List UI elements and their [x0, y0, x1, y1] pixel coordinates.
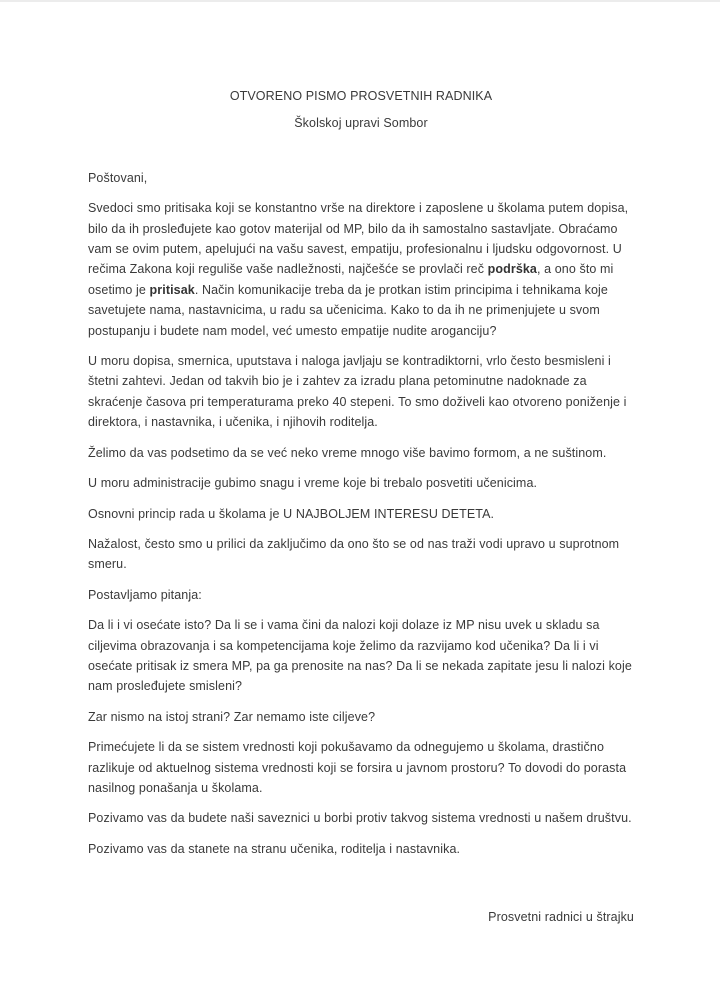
letter-paragraph: Nažalost, često smo u prilici da zaključimo da ono što se od nas traži vodi upravo u suprotnom smeru.: [88, 536, 620, 572]
letter-paragraph: Primećujete li da se sistem vrednosti koji pokušavamo da odnegujemo u školama, drastično razlikuje od aktuelnog sistema vrednosti koji se forsira u javnom prostoru? To dovodi do porasta nasilnog ponašanja u školama.: [88, 740, 627, 795]
letter-paragraph: Želimo da vas podsetimo da se već neko vreme mnogo više bavimo formom, a ne suštinom.: [88, 445, 607, 460]
emphasized-word: podrška: [487, 262, 537, 277]
letter-salutation: Poštovani,: [88, 170, 148, 185]
emphasized-word: pritisak: [149, 282, 195, 297]
letter-signature: Prosvetni radnici u štrajku: [488, 910, 634, 925]
letter-body: [88, 198, 634, 859]
letter-paragraph: Pozivamo vas da budete naši saveznici u borbi protiv takvog sistema vrednosti u našem društvu.: [88, 811, 632, 826]
letter-paragraph: Svedoci smo pritisaka koji se konstantno vrše na direktore i zaposlene u školama putem dopisa, bilo da ih prosleđujete kao gotov materijal od MP, bilo da ih samostalno sastavljate. Obraćamo vam se ovim putem, apelujući na vašu savest, empatiju, profesionalnu i ljudsku odgovornost. U rečima Zakona koji reguliše vaše nadležnosti, najčešće se provlači reč podrška, a ono što mi osetimo je pritisak. Način komunikacije treba da je protkan istim principima i tehnikama koje savetujete nama, nastavnicima, u radu sa učenicima. Kako to da ih ne primenjujete u svom postupanju i budete nam model, već umesto empatije nudite aroganciju?: [88, 201, 629, 338]
letter-title: OTVORENO PISMO PROSVETNIH RADNIKA: [229, 89, 493, 103]
open-letter: [88, 86, 634, 928]
letter-paragraph: U moru administracije gubimo snagu i vreme koje bi trebalo posvetiti učenicima.: [88, 476, 538, 491]
letter-paragraph: Pozivamo vas da stanete na stranu učenika, roditelja i nastavnika.: [88, 841, 461, 856]
letter-paragraph: Osnovni princip rada u školama je U NAJBOLJEM INTERESU DETETA.: [88, 506, 495, 521]
letter-paragraph: Da li i vi osećate isto? Da li se i vama čini da nalozi koji dolaze iz MP nisu uvek u skladu sa ciljevima obrazovanja i sa kompetencijama koje želimo da razvijamo kod učenika? Da li i vi osećate pritisak iz smera MP, pa ga prenosite na nas? Da li se nekada zapitate jesu li nalozi koje nam prosleđujete smisleni?: [88, 618, 632, 694]
letter-paragraph: Zar nismo na istoj strani? Zar nemamo iste ciljeve?: [88, 709, 376, 724]
letter-paragraph: Postavljamo pitanja:: [88, 587, 202, 602]
letter-subtitle: Školskoj upravi Sombor: [294, 116, 428, 131]
letter-paragraph: U moru dopisa, smernica, uputstava i naloga javljaju se kontradiktorni, vrlo često besmisleni i štetni zahtevi. Jedan od takvih bio je i zahtev za izradu plana petominutne nadoknade za skraćenje časova pri temperaturama preko 40 stepeni. To smo doživeli kao otvoreno poniženje i direktora, i nastavnika, i učenika, i njihovih roditelja.: [88, 354, 627, 430]
